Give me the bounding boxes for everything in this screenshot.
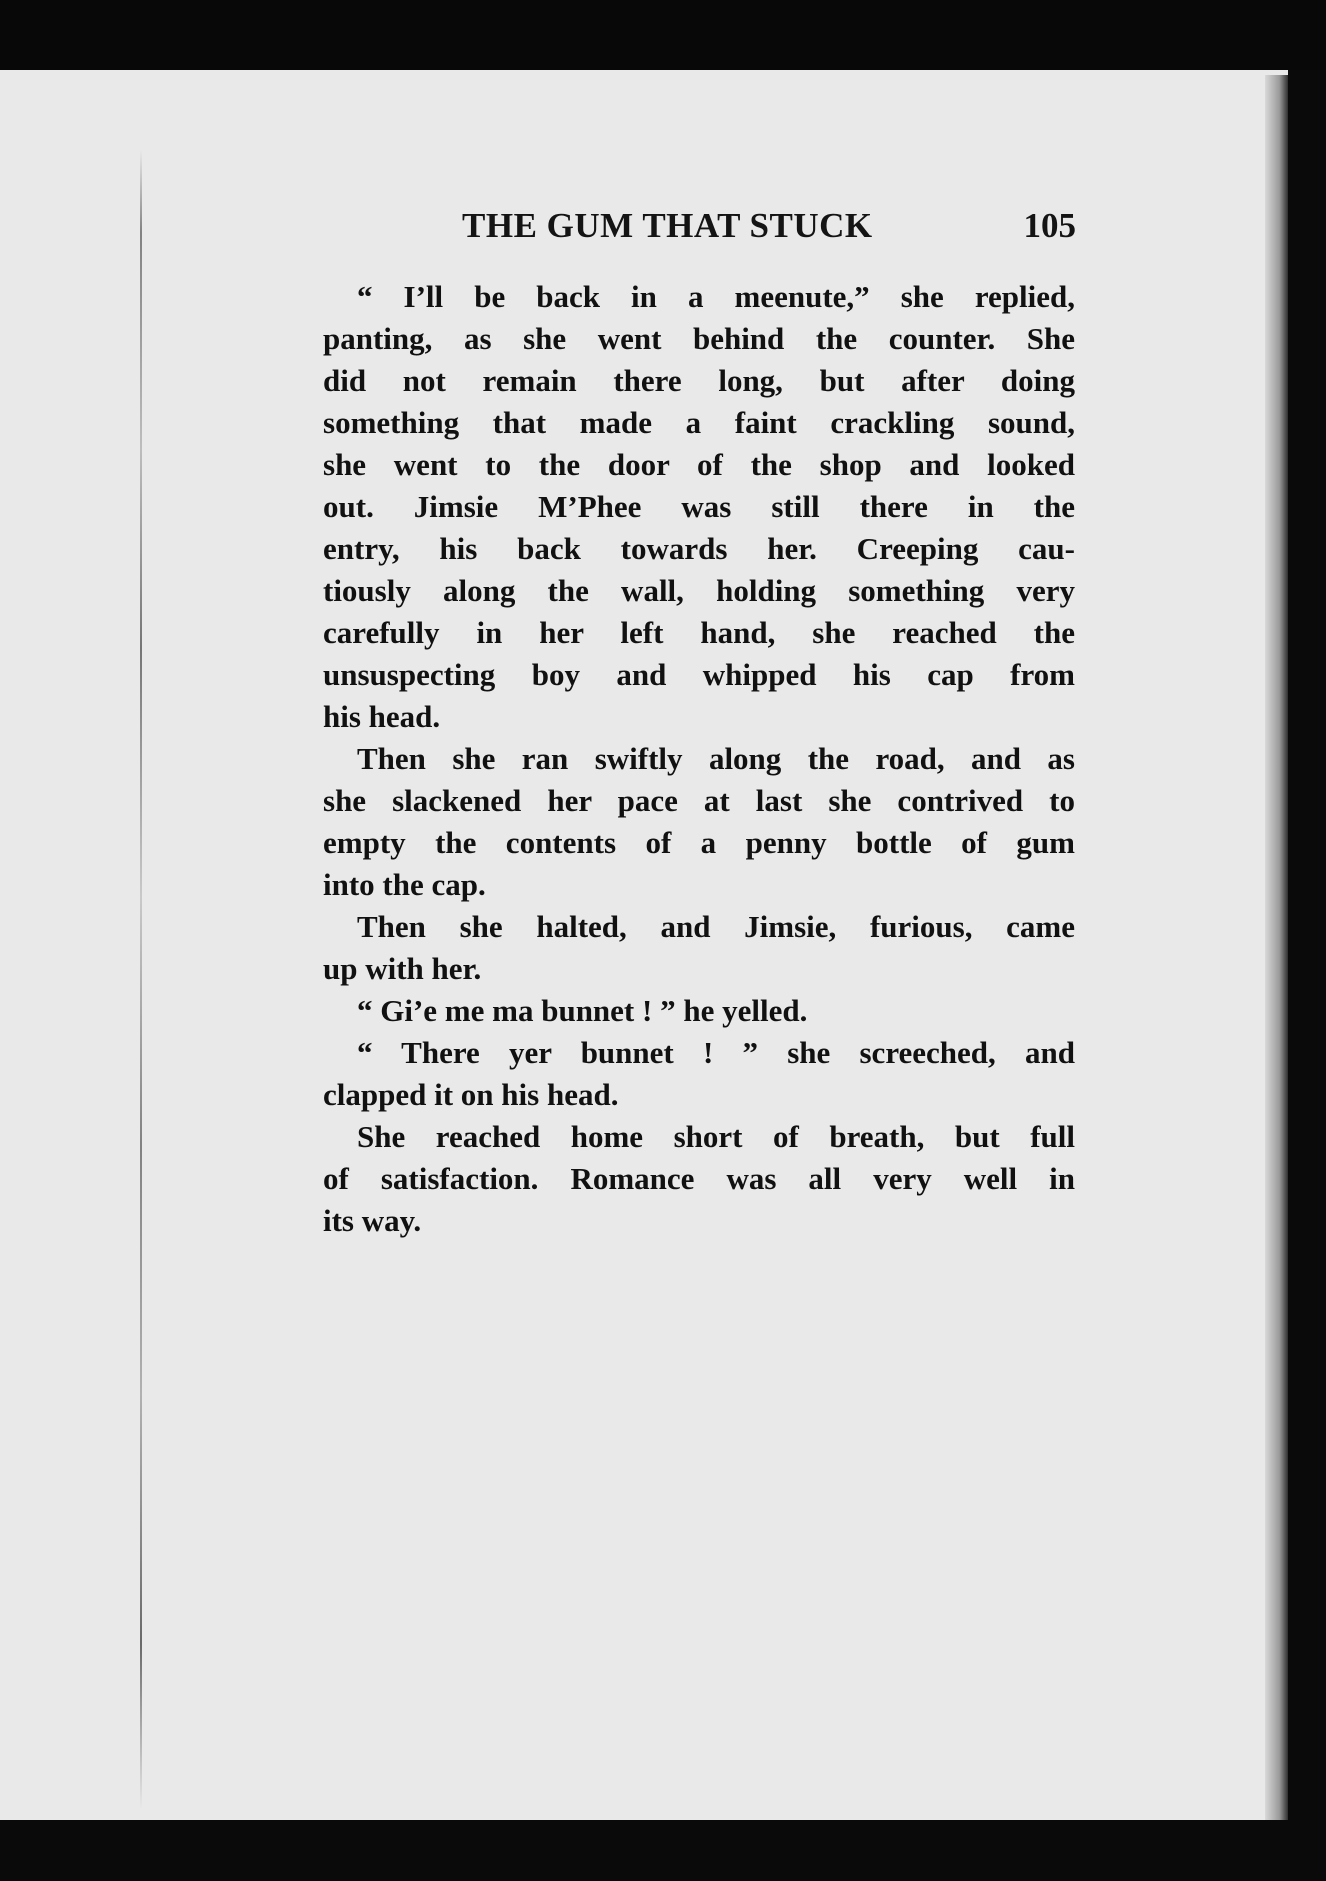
text-line: its way.	[323, 1203, 422, 1238]
text-line: entry, his back towards her. Creeping cau-	[323, 531, 1075, 566]
body-text	[323, 276, 1075, 1242]
text-line: out. Jimsie M’Phee was still there in the	[323, 489, 1075, 524]
text-line: into the cap.	[323, 867, 486, 902]
text-line: “ There yer bunnet ! ” she screeched, and	[357, 1035, 1075, 1070]
text-line: did not remain there long, but after doing	[323, 363, 1075, 398]
text-line: “ Gi’e me ma bunnet ! ” he yelled.	[357, 993, 808, 1028]
gutter-binding-shadow	[140, 150, 142, 1810]
text-line: of satisfaction. Romance was all very well in	[323, 1161, 1075, 1196]
text-line: she went to the door of the shop and looked	[323, 447, 1075, 482]
text-line: Then she ran swiftly along the road, and as	[357, 741, 1075, 776]
running-head-title: THE GUM THAT STUCK	[462, 206, 873, 245]
page-edge-shadow	[1265, 75, 1289, 1820]
text-line: she slackened her pace at last she contrived to	[323, 783, 1075, 818]
text-line: panting, as she went behind the counter. She	[323, 321, 1075, 356]
scan-right-border	[1288, 70, 1326, 1881]
text-line: something that made a faint crackling sound,	[323, 405, 1075, 440]
text-line: Then she halted, and Jimsie, furious, came	[357, 909, 1075, 944]
text-line: “ I’ll be back in a meenute,” she replied,	[357, 279, 1075, 314]
scan-top-border	[0, 0, 1326, 70]
scan-bottom-border	[0, 1820, 1326, 1881]
text-line: unsuspecting boy and whipped his cap from	[323, 657, 1075, 692]
text-line: up with her.	[323, 951, 482, 986]
page-number: 105	[1023, 206, 1076, 245]
text-line: clapped it on his head.	[323, 1077, 619, 1112]
text-line: tiously along the wall, holding something very	[323, 573, 1075, 608]
text-line: She reached home short of breath, but full	[357, 1119, 1075, 1154]
running-head	[462, 206, 1076, 252]
text-line: carefully in her left hand, she reached the	[323, 615, 1075, 650]
text-line: empty the contents of a penny bottle of gum	[323, 825, 1075, 860]
text-line: his head.	[323, 699, 441, 734]
